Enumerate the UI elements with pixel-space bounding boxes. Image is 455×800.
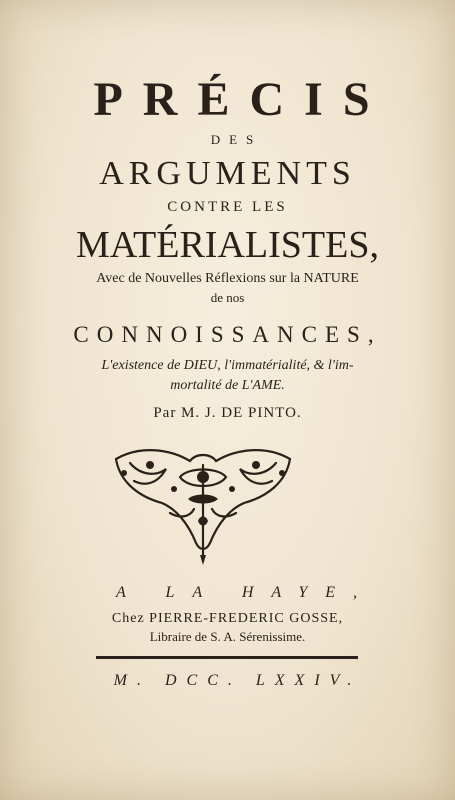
- title-connoissances: CONNOISSANCES,: [73, 322, 382, 347]
- imprint-publisher: Chez PIERRE-FREDERIC GOSSE,: [111, 611, 344, 626]
- title-arguments: ARGUMENTS: [99, 155, 356, 192]
- imprint-rule: [96, 656, 358, 659]
- title-des: DES: [210, 132, 263, 147]
- subtitle-de-nos: de nos: [210, 290, 245, 305]
- title-materialistes: MATÉRIALISTES,: [76, 224, 379, 266]
- subtitle-existence-2: mortalité de L'AME.: [170, 378, 285, 393]
- author-line: Par M. J. DE PINTO.: [153, 405, 302, 421]
- title-contre-les: CONTRE LES: [167, 199, 288, 215]
- title-precis: PRÉCIS: [93, 73, 390, 126]
- imprint-place: A LA HAYE,: [116, 584, 375, 601]
- floral-vignette-ornament-icon: [110, 443, 296, 567]
- subtitle-avec: Avec de Nouvelles Réflexions sur la NATURE: [96, 271, 359, 286]
- imprint-bookseller: Libraire de S. A. Sérenissime.: [149, 629, 306, 644]
- imprint-date: M. DCC. LXXIV.: [113, 672, 362, 689]
- subtitle-existence-1: L'existence de DIEU, l'immatérialité, & l'im-: [101, 358, 354, 373]
